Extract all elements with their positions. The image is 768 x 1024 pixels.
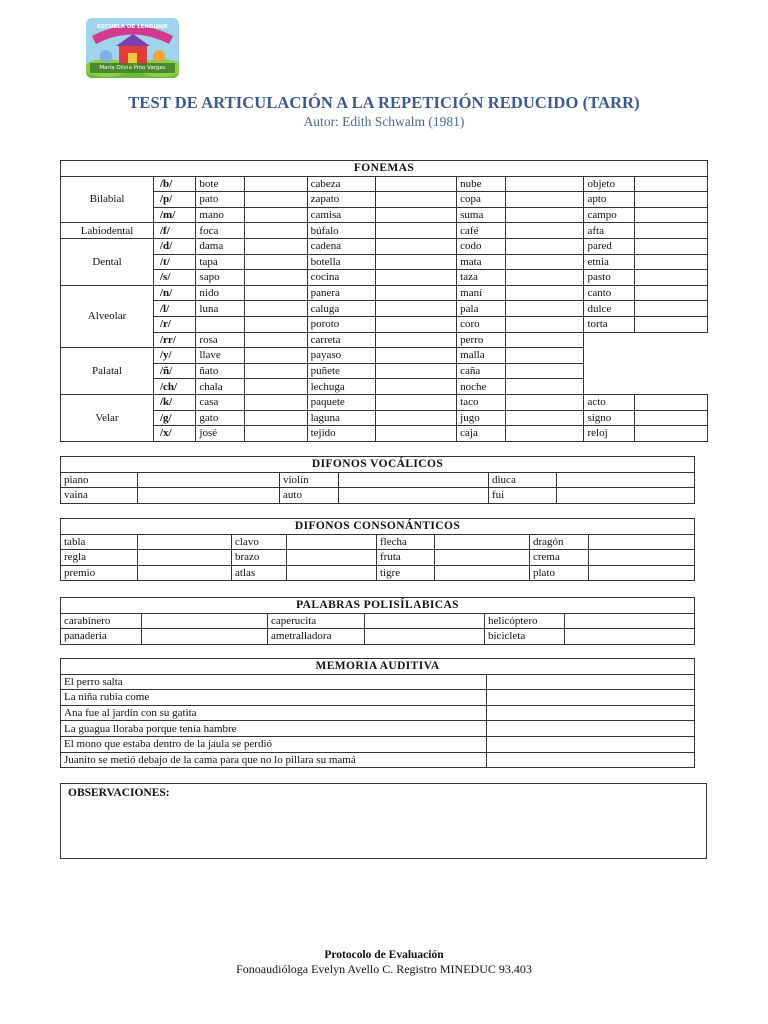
response-cell[interactable] — [339, 472, 489, 488]
response-cell[interactable] — [505, 238, 584, 254]
table-row — [61, 207, 708, 223]
word-cell: regla — [61, 550, 138, 566]
word-cell: cabeza — [307, 176, 376, 192]
section-title: FONEMAS — [61, 161, 708, 177]
difonos-vocalicos-table — [60, 456, 695, 504]
response-cell[interactable] — [635, 301, 708, 317]
word-cell: premio — [61, 565, 138, 581]
response-cell[interactable] — [376, 379, 457, 395]
word-cell: carreta — [307, 332, 376, 348]
phoneme-label: /d/ — [153, 238, 195, 254]
response-cell[interactable] — [244, 176, 307, 192]
word-cell: gato — [196, 410, 245, 426]
phoneme-label: /f/ — [153, 223, 195, 239]
articulation-place: Dental — [61, 238, 154, 285]
word-cell: acto — [584, 394, 635, 410]
response-cell[interactable] — [505, 332, 584, 348]
sentence-cell: El perro salta — [61, 674, 487, 690]
word-cell: crema — [530, 550, 589, 566]
response-cell[interactable] — [487, 752, 695, 768]
response-cell[interactable] — [142, 629, 268, 645]
empty-cell — [584, 332, 708, 348]
response-cell[interactable] — [505, 223, 584, 239]
response-cell[interactable] — [505, 348, 584, 364]
word-cell: coro — [457, 316, 506, 332]
response-cell[interactable] — [376, 285, 457, 301]
response-cell[interactable] — [244, 238, 307, 254]
word-cell: tejido — [307, 426, 376, 442]
word-cell: nube — [457, 176, 506, 192]
word-cell: apto — [584, 192, 635, 208]
response-cell[interactable] — [244, 223, 307, 239]
response-cell[interactable] — [487, 690, 695, 706]
word-cell: mata — [457, 254, 506, 270]
observaciones-label: OBSERVACIONES: — [68, 787, 170, 799]
word-cell: dulce — [584, 301, 635, 317]
word-cell: pared — [584, 238, 635, 254]
phoneme-label: /x/ — [153, 426, 195, 442]
word-cell: fui — [489, 488, 557, 504]
table-row — [61, 613, 695, 629]
word-cell: poroto — [307, 316, 376, 332]
word-cell: tigre — [377, 565, 435, 581]
table-row — [61, 565, 695, 581]
response-cell[interactable] — [505, 301, 584, 317]
response-cell[interactable] — [505, 363, 584, 379]
word-cell: torta — [584, 316, 635, 332]
response-cell[interactable] — [505, 192, 584, 208]
response-cell[interactable] — [635, 223, 708, 239]
response-cell[interactable] — [365, 613, 485, 629]
table-row — [61, 721, 695, 737]
response-cell[interactable] — [244, 254, 307, 270]
word-cell: campo — [584, 207, 635, 223]
phoneme-label: /g/ — [153, 410, 195, 426]
phoneme-label: /y/ — [153, 348, 195, 364]
response-cell[interactable] — [635, 316, 708, 332]
response-cell[interactable] — [487, 674, 695, 690]
response-cell[interactable] — [376, 223, 457, 239]
response-cell[interactable] — [244, 192, 307, 208]
word-cell: auto — [280, 488, 339, 504]
phoneme-label: /m/ — [153, 207, 195, 223]
response-cell[interactable] — [505, 394, 584, 410]
section-header-row — [61, 519, 695, 535]
word-cell: caperucita — [268, 613, 365, 629]
word-cell: reloj — [584, 426, 635, 442]
response-cell[interactable] — [635, 270, 708, 286]
table-row — [61, 472, 695, 488]
articulation-place: Velar — [61, 394, 154, 441]
table-row — [61, 270, 708, 286]
word-cell: jugo — [457, 410, 506, 426]
word-cell: mano — [196, 207, 245, 223]
response-cell[interactable] — [435, 534, 530, 550]
phoneme-label: /t/ — [153, 254, 195, 270]
word-cell: plato — [530, 565, 589, 581]
response-cell[interactable] — [505, 176, 584, 192]
response-cell[interactable] — [244, 207, 307, 223]
response-cell[interactable] — [635, 238, 708, 254]
table-row — [61, 534, 695, 550]
memoria-auditiva-table — [60, 658, 695, 768]
response-cell[interactable] — [557, 472, 695, 488]
response-cell[interactable] — [505, 207, 584, 223]
word-cell: luna — [196, 301, 245, 317]
response-cell[interactable] — [138, 550, 232, 566]
response-cell[interactable] — [376, 394, 457, 410]
word-cell: payaso — [307, 348, 376, 364]
response-cell[interactable] — [565, 613, 695, 629]
word-cell: fruta — [377, 550, 435, 566]
page-subtitle: Autor: Edith Schwalm (1981) — [303, 114, 465, 129]
response-cell[interactable] — [138, 472, 280, 488]
table-row — [61, 736, 695, 752]
footer-line-2: Fonoaudióloga Evelyn Avello C. Registro MINEDUC 93.403 — [236, 962, 532, 976]
response-cell[interactable] — [635, 254, 708, 270]
response-cell[interactable] — [244, 301, 307, 317]
word-cell: canto — [584, 285, 635, 301]
response-cell[interactable] — [505, 316, 584, 332]
word-cell: taza — [457, 270, 506, 286]
table-row — [61, 176, 708, 192]
sentence-cell: Ana fue al jardín con su gatita — [61, 705, 487, 721]
word-cell: café — [457, 223, 506, 239]
word-cell: carabinero — [61, 613, 142, 629]
response-cell[interactable] — [505, 270, 584, 286]
sentence-cell: Juanito se metió debajo de la cama para que no lo pillara su mamá — [61, 752, 487, 768]
table-row — [61, 301, 708, 317]
word-cell: tabla — [61, 534, 138, 550]
word-cell: josé — [196, 426, 245, 442]
table-row — [61, 238, 708, 254]
phoneme-label: /n/ — [153, 285, 195, 301]
response-cell[interactable] — [635, 207, 708, 223]
polisilabicas-table — [60, 597, 695, 645]
word-cell: pato — [196, 192, 245, 208]
table-row — [61, 379, 708, 395]
response-cell[interactable] — [505, 285, 584, 301]
word-cell: lechuga — [307, 379, 376, 395]
phoneme-label: /r/ — [153, 316, 195, 332]
word-cell: puñete — [307, 363, 376, 379]
response-cell[interactable] — [244, 426, 307, 442]
table-row — [61, 223, 708, 239]
word-cell: rosa — [196, 332, 245, 348]
word-cell: ñato — [196, 363, 245, 379]
word-cell: brazo — [232, 550, 287, 566]
word-cell: copa — [457, 192, 506, 208]
sentence-cell: La niña rubia come — [61, 690, 487, 706]
table-row — [61, 394, 708, 410]
response-cell[interactable] — [244, 270, 307, 286]
phoneme-label: /ñ/ — [153, 363, 195, 379]
difonos-consonanticos-table — [60, 518, 695, 581]
word-cell: pala — [457, 301, 506, 317]
word-cell: atlas — [232, 565, 287, 581]
table-row — [61, 285, 708, 301]
section-header-row — [61, 659, 695, 675]
response-cell[interactable] — [376, 410, 457, 426]
word-cell: piano — [61, 472, 138, 488]
sentence-cell: La guagua lloraba porque tenía hambre — [61, 721, 487, 737]
word-cell: clavo — [232, 534, 287, 550]
response-cell[interactable] — [244, 410, 307, 426]
word-cell: caja — [457, 426, 506, 442]
response-cell[interactable] — [287, 550, 377, 566]
table-row — [61, 629, 695, 645]
response-cell[interactable] — [244, 285, 307, 301]
word-cell: caña — [457, 363, 506, 379]
word-cell: cadena — [307, 238, 376, 254]
articulation-place: Labiodental — [61, 223, 154, 239]
response-cell[interactable] — [376, 348, 457, 364]
articulation-place: Palatal — [61, 348, 154, 395]
response-cell[interactable] — [435, 550, 530, 566]
footer-line-1: Protocolo de Evaluación — [324, 949, 444, 961]
page-title: TEST DE ARTICULACIÓN A LA REPETICIÓN REDUCIDO (TARR) — [128, 93, 640, 112]
word-cell: zapato — [307, 192, 376, 208]
response-cell[interactable] — [244, 379, 307, 395]
response-cell[interactable] — [635, 176, 708, 192]
word-cell: tapa — [196, 254, 245, 270]
word-cell: noche — [457, 379, 506, 395]
response-cell[interactable] — [487, 736, 695, 752]
response-cell[interactable] — [287, 534, 377, 550]
response-cell[interactable] — [376, 238, 457, 254]
response-cell[interactable] — [376, 254, 457, 270]
response-cell[interactable] — [635, 394, 708, 410]
response-cell[interactable] — [505, 379, 584, 395]
phoneme-label: /k/ — [153, 394, 195, 410]
section-header-row — [61, 457, 695, 473]
response-cell[interactable] — [589, 550, 695, 566]
word-cell: signo — [584, 410, 635, 426]
section-header-row — [61, 598, 695, 614]
response-cell[interactable] — [376, 301, 457, 317]
word-cell — [196, 316, 245, 332]
response-cell[interactable] — [376, 426, 457, 442]
response-cell[interactable] — [339, 488, 489, 504]
word-cell: panera — [307, 285, 376, 301]
word-cell: búfalo — [307, 223, 376, 239]
table-row — [61, 192, 708, 208]
word-cell: maní — [457, 285, 506, 301]
word-cell: malla — [457, 348, 506, 364]
section-title: PALABRAS POLISÍLABICAS — [61, 598, 695, 614]
footer — [0, 949, 768, 977]
table-row — [61, 488, 695, 504]
response-cell[interactable] — [635, 285, 708, 301]
section-title: DIFONOS CONSONÁNTICOS — [61, 519, 695, 535]
table-row — [61, 410, 708, 426]
section-header-row — [61, 161, 708, 177]
empty-cell — [584, 379, 708, 395]
response-cell[interactable] — [142, 613, 268, 629]
table-row — [61, 426, 708, 442]
word-cell: suma — [457, 207, 506, 223]
table-row — [61, 363, 708, 379]
empty-cell — [584, 363, 708, 379]
phoneme-label: /p/ — [153, 192, 195, 208]
response-cell[interactable] — [505, 410, 584, 426]
word-cell: codo — [457, 238, 506, 254]
articulation-place: Bilabial — [61, 176, 154, 223]
response-cell[interactable] — [635, 426, 708, 442]
word-cell: paquete — [307, 394, 376, 410]
response-cell[interactable] — [244, 363, 307, 379]
phoneme-label: /l/ — [153, 301, 195, 317]
fonemas-table — [60, 160, 708, 442]
word-cell: llave — [196, 348, 245, 364]
word-cell: cocina — [307, 270, 376, 286]
response-cell[interactable] — [635, 410, 708, 426]
response-cell[interactable] — [376, 176, 457, 192]
table-row — [61, 674, 695, 690]
word-cell: helicóptero — [485, 613, 565, 629]
response-cell[interactable] — [376, 363, 457, 379]
response-cell[interactable] — [376, 332, 457, 348]
response-cell[interactable] — [244, 316, 307, 332]
response-cell[interactable] — [557, 488, 695, 504]
response-cell[interactable] — [244, 348, 307, 364]
word-cell: ametralladora — [268, 629, 365, 645]
phoneme-label: /ch/ — [153, 379, 195, 395]
response-cell[interactable] — [565, 629, 695, 645]
response-cell[interactable] — [138, 565, 232, 581]
word-cell: etnia — [584, 254, 635, 270]
word-cell: flecha — [377, 534, 435, 550]
word-cell: laguna — [307, 410, 376, 426]
observaciones-box[interactable] — [60, 783, 707, 859]
response-cell[interactable] — [244, 394, 307, 410]
word-cell: bote — [196, 176, 245, 192]
word-cell: caluga — [307, 301, 376, 317]
phoneme-label: /s/ — [153, 270, 195, 286]
school-logo — [86, 18, 179, 78]
phoneme-label: /b/ — [153, 176, 195, 192]
response-cell[interactable] — [589, 565, 695, 581]
response-cell[interactable] — [138, 488, 280, 504]
word-cell: sapo — [196, 270, 245, 286]
word-cell: perro — [457, 332, 506, 348]
section-title: MEMORIA AUDITIVA — [61, 659, 695, 675]
table-row — [61, 348, 708, 364]
empty-cell — [584, 348, 708, 364]
word-cell: afta — [584, 223, 635, 239]
section-title: DIFONOS VOCÁLICOS — [61, 457, 695, 473]
response-cell[interactable] — [376, 270, 457, 286]
response-cell[interactable] — [505, 254, 584, 270]
table-row — [61, 316, 708, 332]
word-cell: botella — [307, 254, 376, 270]
table-row — [61, 752, 695, 768]
table-row — [61, 705, 695, 721]
response-cell[interactable] — [376, 207, 457, 223]
table-row — [61, 550, 695, 566]
word-cell: foca — [196, 223, 245, 239]
table-row — [61, 690, 695, 706]
table-row — [61, 332, 708, 348]
response-cell[interactable] — [487, 705, 695, 721]
response-cell[interactable] — [376, 192, 457, 208]
word-cell: chala — [196, 379, 245, 395]
response-cell[interactable] — [365, 629, 485, 645]
word-cell: panadería — [61, 629, 142, 645]
header — [0, 93, 768, 130]
phoneme-label: /rr/ — [153, 332, 195, 348]
word-cell: pasto — [584, 270, 635, 286]
word-cell: casa — [196, 394, 245, 410]
response-cell[interactable] — [376, 316, 457, 332]
response-cell[interactable] — [138, 534, 232, 550]
sentence-cell: El mono que estaba dentro de la jaula se perdió — [61, 736, 487, 752]
response-cell[interactable] — [635, 192, 708, 208]
response-cell[interactable] — [435, 565, 530, 581]
word-cell: camisa — [307, 207, 376, 223]
response-cell[interactable] — [589, 534, 695, 550]
word-cell: dragón — [530, 534, 589, 550]
word-cell: violín — [280, 472, 339, 488]
logo-top-text: ESCUELA DE LENGUAJE — [97, 24, 168, 30]
word-cell: dama — [196, 238, 245, 254]
articulation-place: Alveolar — [61, 285, 154, 347]
word-cell: objeto — [584, 176, 635, 192]
word-cell: vaina — [61, 488, 138, 504]
word-cell: taco — [457, 394, 506, 410]
word-cell: diuca — [489, 472, 557, 488]
response-cell[interactable] — [487, 721, 695, 737]
table-row — [61, 254, 708, 270]
response-cell[interactable] — [287, 565, 377, 581]
word-cell: bicicleta — [485, 629, 565, 645]
response-cell[interactable] — [505, 426, 584, 442]
logo-bottom-text: María Olivia Pino Vargas — [99, 65, 166, 71]
response-cell[interactable] — [244, 332, 307, 348]
word-cell: nido — [196, 285, 245, 301]
